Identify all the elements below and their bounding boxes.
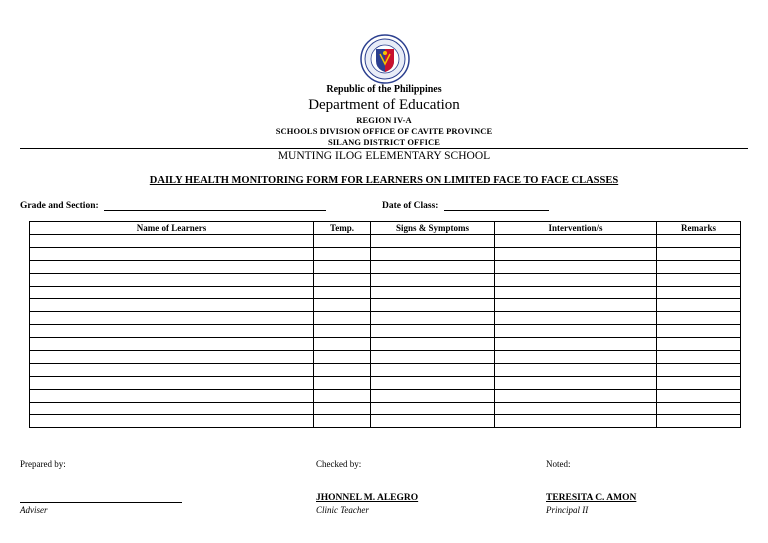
table-cell[interactable] [495, 247, 657, 260]
col-header-symptoms: Signs & Symptoms [371, 222, 495, 235]
prepared-label: Prepared by: [20, 459, 66, 469]
grade-section-label: Grade and Section: [20, 201, 99, 211]
table-cell[interactable] [657, 376, 741, 389]
table-cell[interactable] [495, 235, 657, 248]
deped-seal-icon [359, 34, 411, 84]
school-name: MUNTING ILOG ELEMENTARY SCHOOL [277, 150, 491, 162]
table-cell[interactable] [371, 247, 495, 260]
table-cell[interactable] [371, 415, 495, 428]
table-cell[interactable] [657, 273, 741, 286]
table-cell[interactable] [30, 402, 314, 415]
table-cell[interactable] [314, 312, 371, 325]
table-cell[interactable] [314, 299, 371, 312]
table-cell[interactable] [495, 389, 657, 402]
table-cell[interactable] [30, 247, 314, 260]
table-cell[interactable] [657, 247, 741, 260]
region-line: REGION IV-A [356, 115, 412, 125]
table-row [30, 247, 741, 260]
table-cell[interactable] [495, 363, 657, 376]
table-cell[interactable] [495, 286, 657, 299]
table-cell[interactable] [495, 351, 657, 364]
table-row [30, 376, 741, 389]
noter-role: Principal II [546, 505, 589, 515]
table-cell[interactable] [30, 312, 314, 325]
table-cell[interactable] [371, 338, 495, 351]
col-header-name: Name of Learners [30, 222, 314, 235]
table-cell[interactable] [314, 389, 371, 402]
table-cell[interactable] [371, 363, 495, 376]
checker-name: JHONNEL M. ALEGRO [316, 493, 419, 503]
learners-table [29, 221, 741, 428]
table-cell[interactable] [657, 260, 741, 273]
checked-label: Checked by: [316, 459, 362, 469]
table-cell[interactable] [371, 273, 495, 286]
date-label: Date of Class: [382, 201, 439, 211]
table-cell[interactable] [657, 389, 741, 402]
checker-role: Clinic Teacher [316, 505, 369, 515]
table-row [30, 273, 741, 286]
table-cell[interactable] [657, 299, 741, 312]
table-header-row [30, 222, 741, 235]
table-cell[interactable] [495, 338, 657, 351]
table-row [30, 325, 741, 338]
table-row [30, 299, 741, 312]
table-cell[interactable] [30, 235, 314, 248]
table-cell[interactable] [495, 415, 657, 428]
division-line: SCHOOLS DIVISION OFFICE OF CAVITE PROVINCE [275, 126, 493, 136]
col-header-temp: Temp. [314, 222, 371, 235]
table-cell[interactable] [30, 415, 314, 428]
table-row [30, 260, 741, 273]
table-cell[interactable] [30, 389, 314, 402]
form-title: DAILY HEALTH MONITORING FORM FOR LEARNERS ON LIMITED FACE TO FACE CLASSES [149, 175, 619, 186]
table-cell[interactable] [371, 376, 495, 389]
table-cell[interactable] [30, 286, 314, 299]
table-cell[interactable] [314, 376, 371, 389]
date-field [382, 201, 549, 211]
adviser-role: Adviser [20, 505, 48, 515]
col-header-intervention: Intervention/s [495, 222, 657, 235]
table-row [30, 402, 741, 415]
table-cell[interactable] [30, 273, 314, 286]
table-cell[interactable] [371, 235, 495, 248]
table-cell[interactable] [314, 351, 371, 364]
table-cell[interactable] [657, 402, 741, 415]
table-cell[interactable] [314, 273, 371, 286]
table-cell[interactable] [314, 363, 371, 376]
table-cell[interactable] [371, 402, 495, 415]
table-cell[interactable] [495, 260, 657, 273]
col-header-remarks: Remarks [657, 222, 741, 235]
table-body [30, 235, 741, 428]
table-cell[interactable] [657, 415, 741, 428]
noted-label: Noted: [546, 459, 571, 469]
date-blank[interactable] [444, 201, 549, 211]
table-row [30, 351, 741, 364]
grade-section-field [20, 201, 326, 211]
table-cell[interactable] [314, 325, 371, 338]
table-row [30, 389, 741, 402]
grade-section-blank[interactable] [104, 201, 326, 211]
table-cell[interactable] [657, 312, 741, 325]
table-cell[interactable] [314, 286, 371, 299]
adviser-signature-line[interactable] [20, 502, 182, 503]
table-row [30, 415, 741, 428]
table-cell[interactable] [314, 338, 371, 351]
table-cell[interactable] [657, 338, 741, 351]
table-cell[interactable] [495, 312, 657, 325]
table-cell[interactable] [371, 325, 495, 338]
table-cell[interactable] [30, 363, 314, 376]
table-cell[interactable] [314, 235, 371, 248]
table-cell[interactable] [495, 273, 657, 286]
table-cell[interactable] [657, 363, 741, 376]
table-cell[interactable] [314, 402, 371, 415]
table-cell[interactable] [495, 299, 657, 312]
table-cell[interactable] [371, 389, 495, 402]
table-cell[interactable] [371, 299, 495, 312]
table-cell[interactable] [657, 351, 741, 364]
table-cell[interactable] [495, 376, 657, 389]
table-cell[interactable] [657, 235, 741, 248]
department-name: Department of Education [308, 97, 460, 113]
table-row [30, 312, 741, 325]
republic-line: Republic of the Philippines [326, 84, 442, 95]
table-cell[interactable] [30, 376, 314, 389]
table-row [30, 235, 741, 248]
table-cell[interactable] [30, 260, 314, 273]
table-row [30, 286, 741, 299]
table-cell[interactable] [371, 286, 495, 299]
table-cell[interactable] [314, 415, 371, 428]
header-divider [20, 148, 748, 149]
table-cell[interactable] [30, 338, 314, 351]
table-cell[interactable] [371, 260, 495, 273]
noter-name: TERESITA C. AMON [546, 493, 637, 503]
table-cell[interactable] [657, 286, 741, 299]
table-cell[interactable] [314, 247, 371, 260]
table-cell[interactable] [371, 312, 495, 325]
table-cell[interactable] [495, 325, 657, 338]
district-line: SILANG DISTRICT OFFICE [327, 137, 441, 147]
table-cell[interactable] [657, 325, 741, 338]
table-cell[interactable] [314, 260, 371, 273]
table-row [30, 363, 741, 376]
table-cell[interactable] [30, 325, 314, 338]
table-row [30, 338, 741, 351]
table-cell[interactable] [30, 299, 314, 312]
table-cell[interactable] [495, 402, 657, 415]
table-cell[interactable] [371, 351, 495, 364]
table-cell[interactable] [30, 351, 314, 364]
